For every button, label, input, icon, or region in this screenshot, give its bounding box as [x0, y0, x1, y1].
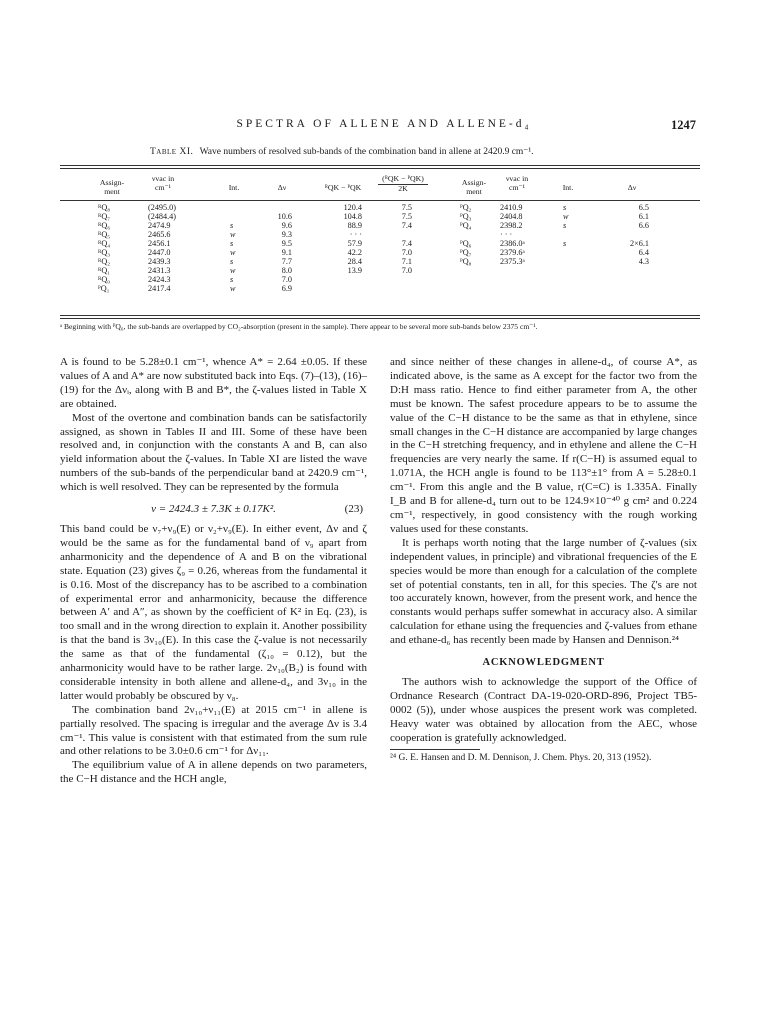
cell-delta-nu: 10.6	[277, 212, 292, 221]
running-head	[0, 118, 768, 134]
paragraph: It is perhaps worth noting that the large number of ζ-values (six independent values, in principle) and vibrational frequencies of the E species would be more than enough for a calculation of the complete set of potential constants, ten in all, for this species. The ζ's are not too accurately known, however, from the present work, and hence the constants would perhaps suffer somewhat in accuracy also. A similar calculation for ethane using the frequencies and ζ-values from ethane and ethane-d₆ has recently been made by Hansen and Dennison.²⁴	[390, 536, 697, 647]
table-row	[60, 266, 700, 275]
cell-intensity: w	[230, 266, 236, 275]
equation-body: ν = 2424.3 ± 7.3K ± 0.17K².	[151, 503, 276, 516]
cell-delta-nu: 9.5	[281, 239, 292, 248]
cell-difference: 28.4	[347, 257, 362, 266]
cell-intensity: s	[230, 275, 234, 284]
cell-delta-nu: 6.9	[281, 284, 292, 293]
header-difference: ᴿQK − ᴾQK	[324, 183, 362, 192]
cell-assignment: ᴿQ₅	[98, 230, 111, 239]
cell-fraction: 7.5	[401, 203, 412, 212]
paragraph: Most of the overtone and combination bands can be satisfactorily assigned, as shown in Tables II and III. Some of these have been resolved and, in conjunction with the constants A and B, can also yield information about the ζ-values. In Table XI are listed the wave numbers of the sub-bands of the perpendicular band at 2420.9 cm⁻¹, which is well resolved. They can be represented by the formula	[60, 411, 367, 494]
cell-wavenumber-2: · · ·	[500, 230, 513, 239]
header-intensity: Int.	[228, 183, 240, 192]
cell-assignment-2: ᴾQ₂	[460, 203, 472, 212]
right-column	[390, 356, 697, 765]
paragraph: This band could be ν₇+ν₉(E) or ν₂+ν₉(E). In either event, Δν and ζ would be the same as for the fundamental band of ν₉ apart from anharmonicity and the dependence of A and B on the vibrational state. Equation (23) gives ζ₉ = 0.26, whereas from the fundamental it is 0.16. Most of the discrepancy has to be ascribed to a combination of experimental error and anharmonicity, because the difference between A′ and A″, as shown by the coefficient of K² in Eq. (23), is too small and in the wrong direction to explain it. Another possibility is that the band is 3ν₁₀(E). In this case the ζ-value is not necessarily the same as that of the fundamental (ζ₁₀ = 0.12), but the anharmonicity would have to be rather large. 2ν₁₀(B₂) is found with considerable intensity in both allene and allene-d₄, and 3ν₁₀ in the latter would probably be obscured by ν₈.	[60, 522, 367, 702]
cell-intensity-2: s	[563, 203, 567, 212]
cell-assignment: ᴿQ₂	[98, 257, 111, 266]
cell-wavenumber: 2465.6	[148, 230, 171, 239]
cell-intensity-2: s	[563, 239, 567, 248]
cell-assignment-2: ᴾQ₈	[460, 257, 472, 266]
cell-delta-nu-2: 6.5	[638, 203, 649, 212]
table-top-rule-2	[60, 168, 700, 169]
cell-wavenumber: 2424.3	[148, 275, 171, 284]
cell-fraction: 7.5	[401, 212, 412, 221]
header-wavenumber: νvac in cm⁻¹	[151, 174, 175, 192]
cell-fraction: 7.4	[401, 221, 412, 230]
cell-assignment-2: ᴾQ₇	[460, 248, 472, 257]
cell-assignment: ᴿQ₃	[98, 248, 111, 257]
equation-number: (23)	[344, 503, 363, 516]
table-row	[60, 275, 700, 284]
cell-difference: 42.2	[347, 248, 362, 257]
cell-wavenumber: 2431.3	[148, 266, 171, 275]
cell-delta-nu: 7.7	[281, 257, 292, 266]
cell-assignment: ᴿQ₀	[98, 275, 111, 284]
cell-delta-nu-2: 2×6.1	[630, 239, 649, 248]
header-intensity-2: Int.	[562, 183, 574, 192]
table-row	[60, 221, 700, 230]
cell-delta-nu-2: 6.1	[638, 212, 649, 221]
cell-intensity: w	[230, 248, 236, 257]
cell-wavenumber: (2495.0)	[148, 203, 176, 212]
cell-assignment-2: ᴾQ₃	[460, 212, 472, 221]
cell-delta-nu: 9.6	[281, 221, 292, 230]
cell-difference: 120.4	[343, 203, 362, 212]
header-fraction-top: (ᴿQK − ᴾQK)	[378, 175, 428, 185]
table-row	[60, 230, 700, 239]
cell-assignment: ᴾQ₁	[98, 284, 110, 293]
table-caption	[150, 146, 534, 157]
cell-delta-nu-2: 6.4	[638, 248, 649, 257]
cell-intensity: s	[230, 257, 234, 266]
cell-delta-nu: 9.1	[281, 248, 292, 257]
paragraph: The combination band 2ν₁₀+ν₁₁(E) at 2015 cm⁻¹ in allene is partially resolved. The spacing is irregular and the average Δν is 3.4 cm⁻¹. This value is consistent with that estimated from the sum rule and other relations to be 3.0±0.6 cm⁻¹ for Δν₁₁.	[60, 703, 367, 758]
header-fraction-bottom: 2K	[398, 184, 408, 193]
paragraph: A is found to be 5.28±0.1 cm⁻¹, whence A* = 2.64 ±0.05. If these values of A and A* are now substituted back into Eqs. (7)–(13), (16)–(19) for the Δνᵢ, along with B and B*, the ζ-values listed in Table X are obtained.	[60, 356, 367, 410]
cell-difference: 13.9	[347, 266, 362, 275]
cell-assignment: ᴿQ₁	[98, 266, 111, 275]
page-number: 1247	[671, 118, 696, 132]
cell-wavenumber: 2417.4	[148, 284, 171, 293]
cell-wavenumber-2: 2410.9	[500, 203, 523, 212]
cell-delta-nu: 9.3	[281, 230, 292, 239]
acknowledgment-text: The authors wish to acknowledge the support of the Office of Ordnance Research (Contract DA-19-020-ORD-896, Project TB5-0002 (5)), under whose auspices the present work was completed. Heavy water was obtained by allocation from the AEC, whose cooperation is gratefully acknowledged.	[390, 675, 697, 744]
acknowledgment-heading: ACKNOWLEDGMENT	[482, 657, 605, 669]
table-header-rule	[60, 200, 700, 201]
cell-difference: · · ·	[349, 230, 362, 239]
cell-wavenumber: 2456.1	[148, 239, 171, 248]
table-row	[60, 203, 700, 212]
paragraph: The equilibrium value of A in allene depends on two parameters, the C−H distance and the HCH angle,	[60, 759, 367, 786]
cell-assignment: ᴿQ₈	[98, 203, 111, 212]
footnote-rule	[390, 749, 480, 750]
cell-delta-nu-2: 6.6	[638, 221, 649, 230]
table-top-rule	[60, 165, 700, 166]
cell-delta-nu: 8.0	[281, 266, 292, 275]
left-column	[60, 356, 367, 787]
paragraph: and since neither of these changes in allene-d₄, of course A*, as indicated above, is the same as A except for the factor two from the D:H mass ratio. Hence to find either parameter from A, the other must be known. The safest procedure appears to be to assume the value of the C−H distance to be the same as that in ethylene, since small changes in the C−H distance are accompanied by large changes in the C−H stretching frequency, and in ethylene and allene the C−H frequencies are very nearly the same. If r(C−H) is assumed equal to 1.071A, the HCH angle is found to be 113°±1° from A = 5.28±0.1 cm⁻¹. From this angle and the B value, r(C=C) is 1.335A. Finally I_B and B for allene-d₄ turn out to be 124.9×10⁻⁴⁰ g cm² and 0.224 cm⁻¹, respectively, in good consistency with the rough working values used for these constants.	[390, 356, 697, 535]
running-head-title: SPECTRA OF ALLENE AND ALLENE-d₄	[236, 118, 532, 130]
cell-fraction: 7.0	[401, 248, 412, 257]
cell-difference: 57.9	[347, 239, 362, 248]
cell-intensity-2: w	[563, 212, 569, 221]
equation	[60, 503, 367, 517]
cell-wavenumber-2: 2386.0ᵃ	[500, 239, 525, 248]
table-bottom-rule	[60, 315, 700, 316]
cell-wavenumber: 2439.3	[148, 257, 171, 266]
cell-assignment: ᴿQ₇	[98, 212, 111, 221]
cell-assignment-2: ᴾQ₆	[460, 239, 472, 248]
cell-intensity: s	[230, 221, 234, 230]
header-delta-nu: Δν	[277, 183, 287, 192]
cell-intensity: w	[230, 284, 236, 293]
table-footnote: ᵃ Beginning with ᴾQ₆, the sub-bands are overlapped by CO₂-absorption (present in the sample). There appear to be several more sub-bands below 2375 cm⁻¹.	[60, 322, 538, 331]
table-row	[60, 212, 700, 221]
table-label: Table XI.	[150, 147, 194, 157]
table-caption-text: Wave numbers of resolved sub-bands of the combination band in allene at 2420.9 cm⁻¹.	[199, 147, 534, 157]
cell-wavenumber: 2447.0	[148, 248, 171, 257]
cell-intensity: w	[230, 230, 236, 239]
header-assignment: Assign- ment	[99, 178, 125, 196]
cell-assignment: ᴿQ₆	[98, 221, 111, 230]
table-row	[60, 248, 700, 257]
table-bottom-rule-2	[60, 318, 700, 319]
cell-delta-nu-2: 4.3	[638, 257, 649, 266]
header-assignment-2: Assign- ment	[461, 178, 487, 196]
cell-delta-nu: 7.0	[281, 275, 292, 284]
cell-wavenumber-2: 2379.6ᵃ	[500, 248, 525, 257]
cell-intensity: s	[230, 239, 234, 248]
cell-wavenumber-2: 2398.2	[500, 221, 523, 230]
header-delta-nu-2: Δν	[627, 183, 637, 192]
cell-assignment-2: ᴾQ₄	[460, 221, 472, 230]
cell-wavenumber: (2484.4)	[148, 212, 176, 221]
cell-wavenumber-2: 2375.3ᵃ	[500, 257, 525, 266]
cell-intensity-2: s	[563, 221, 567, 230]
cell-difference: 88.9	[347, 221, 362, 230]
cell-assignment: ᴿQ₄	[98, 239, 111, 248]
table-row	[60, 239, 700, 248]
cell-wavenumber: 2474.9	[148, 221, 171, 230]
cell-fraction: 7.0	[401, 266, 412, 275]
cell-fraction: 7.1	[401, 257, 412, 266]
footnote: ²⁴ G. E. Hansen and D. M. Dennison, J. Chem. Phys. 20, 313 (1952).	[390, 753, 652, 764]
cell-wavenumber-2: 2404.8	[500, 212, 523, 221]
table-header	[60, 175, 700, 199]
cell-difference: 104.8	[343, 212, 362, 221]
table-row	[60, 257, 700, 266]
header-wavenumber-2: νvac in cm⁻¹	[505, 174, 529, 192]
cell-fraction: 7.4	[401, 239, 412, 248]
table-row	[60, 284, 700, 293]
